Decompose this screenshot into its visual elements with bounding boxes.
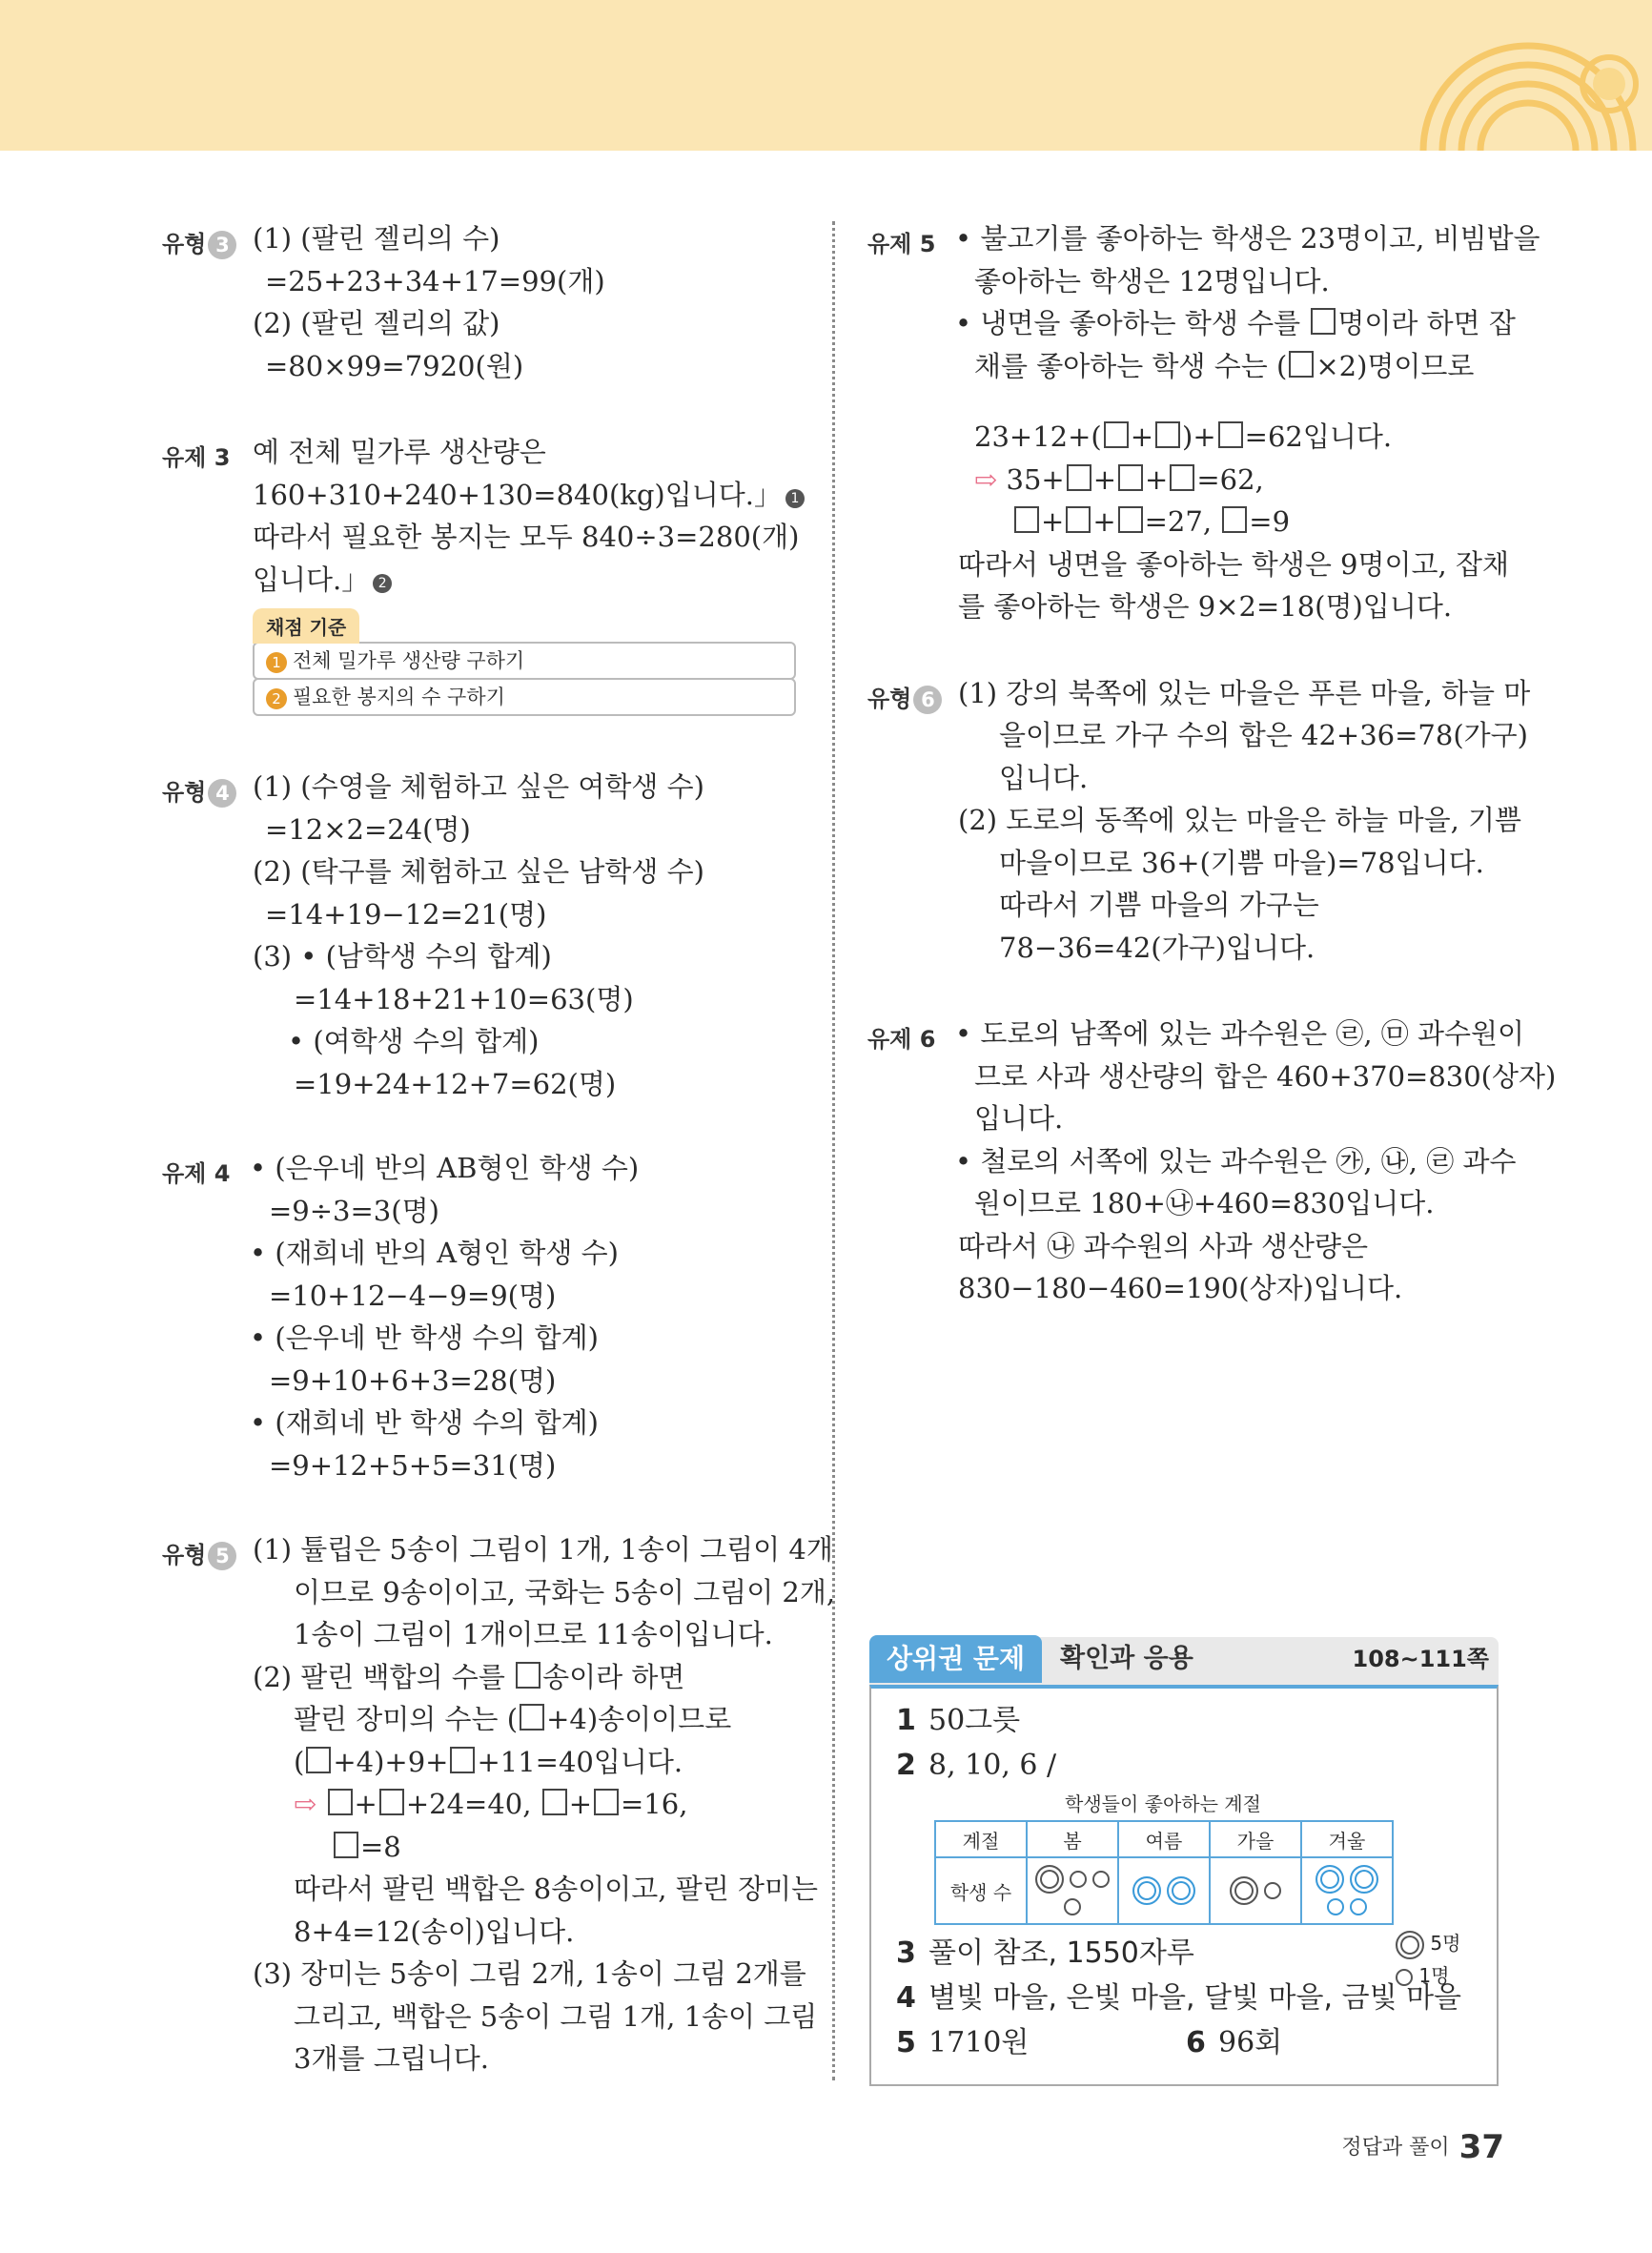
text-line: 3개를 그립니다.	[294, 2042, 489, 2075]
right-column	[867, 217, 1557, 1310]
grading-criteria	[253, 608, 796, 716]
text-line: (1) (수영을 체험하고 싶은 여학생 수)	[253, 770, 704, 803]
text-line: • 도로의 남쪽에 있는 과수원은 ㉣, ㉤ 과수원이	[955, 1017, 1525, 1050]
answer-item: 2 8, 10, 6 /	[896, 1749, 1057, 1782]
text-line: 를 좋아하는 학생은 9×2=18(명)입니다.	[958, 590, 1453, 623]
answer-pages: 108~111쪽	[1352, 1646, 1489, 1672]
text-line: 8+4=12(송이)입니다.	[294, 1915, 575, 1948]
problem-label: 유제 5	[867, 231, 936, 257]
text-line: 채를 좋아하는 학생 수는 ( ×2)명이므로	[974, 349, 1475, 382]
text-line: 예 전체 밀가루 생산량은	[253, 436, 546, 468]
text-line: 따라서 팔린 백합은 8송이이고, 팔린 장미는	[294, 1873, 818, 1905]
text-line: 원이므로 180+㉯+460=830입니다.	[974, 1187, 1435, 1219]
table-legend: 5명 1명	[1396, 1927, 1460, 1992]
text-line: 23+12+( + )+ =62입니다.	[974, 420, 1393, 453]
blank-box-icon	[450, 1747, 475, 1773]
answer-header	[869, 1635, 1499, 1685]
text-line: =19+24+12+7=62(명)	[294, 1067, 617, 1100]
text-line: (1) 튤립은 5송이 그림이 1개, 1송이 그림이 4개	[253, 1533, 833, 1566]
big-circle-icon	[1035, 1865, 1064, 1894]
season-table	[934, 1820, 1394, 1925]
text-line: 므로 사과 생산량의 합은 460+370=830(상자)	[974, 1059, 1557, 1093]
blank-box-icon	[1311, 308, 1336, 335]
winter-pictograph	[1301, 1857, 1393, 1924]
text-line: 따라서 필요한 봉지는 모두 840÷3=280(개)	[253, 521, 800, 553]
text-line: 따라서 ㉯ 과수원의 사과 생산량은	[958, 1229, 1369, 1262]
text-line: (2) 팔린 백합의 수를 송이라 하면	[253, 1660, 685, 1693]
answer-box	[869, 1635, 1499, 2079]
criteria-row: 1 전체 밀가루 생산량 구하기	[253, 642, 796, 680]
problem-label: 유제 4	[162, 1160, 231, 1187]
text-line: (2) 도로의 동쪽에 있는 마을은 하늘 마을, 기쁨	[958, 804, 1522, 836]
blank-box-icon	[306, 1747, 331, 1773]
text-line: 입니다.」 2	[162, 559, 796, 602]
column-divider	[832, 221, 835, 2080]
criteria-title: 채점 기준	[253, 608, 359, 644]
table-header: 여름	[1118, 1821, 1210, 1857]
small-circle-icon	[1327, 1898, 1344, 1915]
answer-item: 5 1710원 6 96회	[896, 2026, 1283, 2059]
answer-item: 4 별빛 마을, 은빛 마을, 달빛 마을, 금빛 마을	[896, 1981, 1462, 2015]
table-row-label: 학생 수	[935, 1857, 1027, 1924]
text-line: =9+10+6+3=28(명)	[269, 1363, 557, 1397]
blank-box-icon	[520, 1704, 544, 1731]
text-line: 따라서 냉면을 좋아하는 학생은 9명이고, 잡채	[958, 547, 1510, 581]
big-circle-icon	[1167, 1876, 1195, 1905]
blank-box-icon	[1118, 506, 1143, 533]
answer-item: 3 풀이 참조, 1550자루	[896, 1936, 1194, 1970]
text-line: 입니다.	[999, 761, 1089, 794]
small-circle-icon	[1092, 1871, 1110, 1888]
text-line: (2) (팔린 젤리의 값)	[253, 307, 500, 339]
text-line: 그리고, 백합은 5송이 그림 1개, 1송이 그림	[294, 1999, 818, 2033]
problem-label: 유형 3	[162, 225, 236, 259]
small-circle-icon	[1396, 1969, 1413, 1986]
blank-box-icon	[1067, 464, 1091, 491]
blank-box-icon	[542, 1789, 567, 1815]
text-line: 마을이므로 36+(기쁨 마을)=78입니다.	[999, 846, 1484, 879]
text-line: 입니다.	[974, 1102, 1064, 1135]
text-line: =12×2=24(명)	[265, 812, 471, 846]
text-line: • 냉면을 좋아하는 학생 수를 명이라 하면 잡	[955, 307, 1516, 339]
small-circle-icon	[1070, 1871, 1087, 1888]
hint-line	[867, 387, 1516, 416]
big-circle-icon	[1350, 1865, 1378, 1894]
text-line: • (여학생 수의 합계)	[288, 1025, 540, 1057]
text-line: 좋아하는 학생은 12명입니다.	[974, 264, 1330, 297]
text-line: 1송이 그림이 1개이므로 11송이입니다.	[294, 1618, 773, 1650]
text-line: 160+310+240+130=840(kg)입니다.」 1	[162, 474, 796, 517]
problem-label: 유형 6	[867, 680, 942, 714]
blank-box-icon	[1289, 351, 1314, 378]
problem-type-3	[162, 217, 796, 387]
blank-box-icon	[1118, 464, 1143, 491]
blank-box-icon	[328, 1789, 353, 1815]
text-line: • 불고기를 좋아하는 학생은 23명이고, 비빔밥을	[955, 222, 1540, 255]
decorative-swirl-icon	[1404, 0, 1652, 151]
problem-label: 유제 6	[867, 1026, 936, 1053]
text-line: + + =27, =9	[867, 501, 1516, 543]
autumn-pictograph	[1210, 1857, 1301, 1924]
text-line: 830−180−460=190(상자)입니다.	[958, 1272, 1403, 1304]
text-line: • 철로의 서쪽에 있는 과수원은 ㉮, ㉯, ㉣ 과수	[955, 1144, 1517, 1178]
blank-box-icon	[1170, 464, 1194, 491]
problem-label: 유형 4	[162, 773, 236, 808]
text-line: =9÷3=3(명)	[269, 1194, 439, 1227]
blank-box-icon	[334, 1832, 358, 1858]
blank-box-icon	[1104, 421, 1129, 448]
text-line: =8	[162, 1826, 796, 1869]
exercise-6	[867, 1013, 1557, 1310]
exercise-5	[867, 217, 1540, 628]
text-line: ⇨ 35+ + + =62,	[974, 462, 1264, 496]
big-circle-icon	[1396, 1931, 1424, 1959]
problem-type-4	[162, 766, 796, 1105]
blank-box-icon	[1014, 506, 1039, 533]
small-circle-icon	[1350, 1898, 1367, 1915]
text-line: 78−36=42(가구)입니다.	[999, 931, 1315, 964]
text-line: 팔린 장미의 수는 ( +4)송이이므로	[294, 1703, 732, 1735]
blank-box-icon	[516, 1662, 540, 1689]
text-line: 따라서 기쁨 마을의 가구는	[999, 889, 1319, 921]
text-line: =9+12+5+5=31(명)	[269, 1448, 557, 1482]
text-line: (3) 장미는 5송이 그림 2개, 1송이 그림 2개를	[253, 1957, 806, 1990]
table-header: 겨울	[1301, 1821, 1393, 1857]
blank-box-icon	[1218, 421, 1243, 448]
text-line: (2) (탁구를 체험하고 싶은 남학생 수)	[253, 855, 704, 888]
answer-item: 1 50그릇	[896, 1704, 1021, 1737]
text-line: (1) 강의 북쪽에 있는 마을은 푸른 마을, 하늘 마	[958, 676, 1531, 709]
summer-pictograph	[1118, 1857, 1210, 1924]
big-circle-icon	[1315, 1865, 1344, 1894]
arrow-right-icon: ⇨	[974, 462, 998, 496]
small-circle-icon	[1264, 1882, 1281, 1899]
table-title: 학생들이 좋아하는 계절	[1065, 1792, 1261, 1815]
exercise-3	[162, 431, 800, 716]
table-header: 봄	[1027, 1821, 1118, 1857]
text-line: =14+19−12=21(명)	[265, 897, 547, 931]
small-circle-icon	[1064, 1898, 1081, 1915]
blank-box-icon	[1155, 421, 1180, 448]
text-line: ⇨ + +24=40, + =16,	[294, 1788, 688, 1820]
text-line: 을이므로 가구 수의 합은 42+36=78(가구)	[999, 719, 1528, 751]
table-header: 계절	[935, 1821, 1027, 1857]
criteria-row: 2 필요한 봉지의 수 구하기	[253, 678, 796, 716]
problem-type-6	[867, 672, 1531, 970]
text-line: • (은우네 반 학생 수의 합계)	[250, 1321, 599, 1354]
text-line: • (재희네 반의 A형인 학생 수)	[250, 1237, 619, 1269]
text-line: (3) • (남학생 수의 합계)	[253, 940, 552, 973]
problem-label: 유형 5	[162, 1536, 236, 1570]
problem-label: 유제 3	[162, 444, 231, 471]
big-circle-icon	[1230, 1876, 1258, 1905]
answer-body	[869, 1685, 1499, 2086]
problem-type-5	[162, 1528, 836, 2080]
blank-box-icon	[379, 1789, 404, 1815]
left-column	[162, 217, 836, 2080]
text-line: • (은우네 반의 AB형인 학생 수)	[250, 1152, 640, 1184]
text-line: =25+23+34+17=99(개)	[265, 264, 605, 297]
table-header: 가을	[1210, 1821, 1301, 1857]
text-line: =14+18+21+10=63(명)	[294, 982, 634, 1015]
blank-box-icon	[1066, 506, 1091, 533]
page-footer: 정답과 풀이 37	[1341, 2128, 1504, 2166]
text-line: =10+12−4−9=9(명)	[269, 1279, 557, 1312]
text-line: =80×99=7920(원)	[265, 349, 524, 382]
big-circle-icon	[1132, 1876, 1161, 1905]
text-line: 이므로 9송이이고, 국화는 5송이 그림이 2개,	[294, 1575, 836, 1608]
exercise-4	[162, 1147, 796, 1486]
answer-tag: 상위권 문제	[869, 1635, 1042, 1683]
text-line: (1) (팔린 젤리의 수)	[253, 222, 500, 255]
text-line: ( +4)+9+ +11=40입니다.	[294, 1745, 683, 1778]
answer-subtitle: 확인과 응용	[1060, 1644, 1193, 1673]
arrow-right-icon: ⇨	[294, 1788, 317, 1820]
spring-pictograph	[1027, 1857, 1118, 1924]
text-line: • (재희네 반 학생 수의 합계)	[250, 1406, 599, 1439]
blank-box-icon	[1222, 506, 1247, 533]
blank-box-icon	[594, 1789, 619, 1815]
